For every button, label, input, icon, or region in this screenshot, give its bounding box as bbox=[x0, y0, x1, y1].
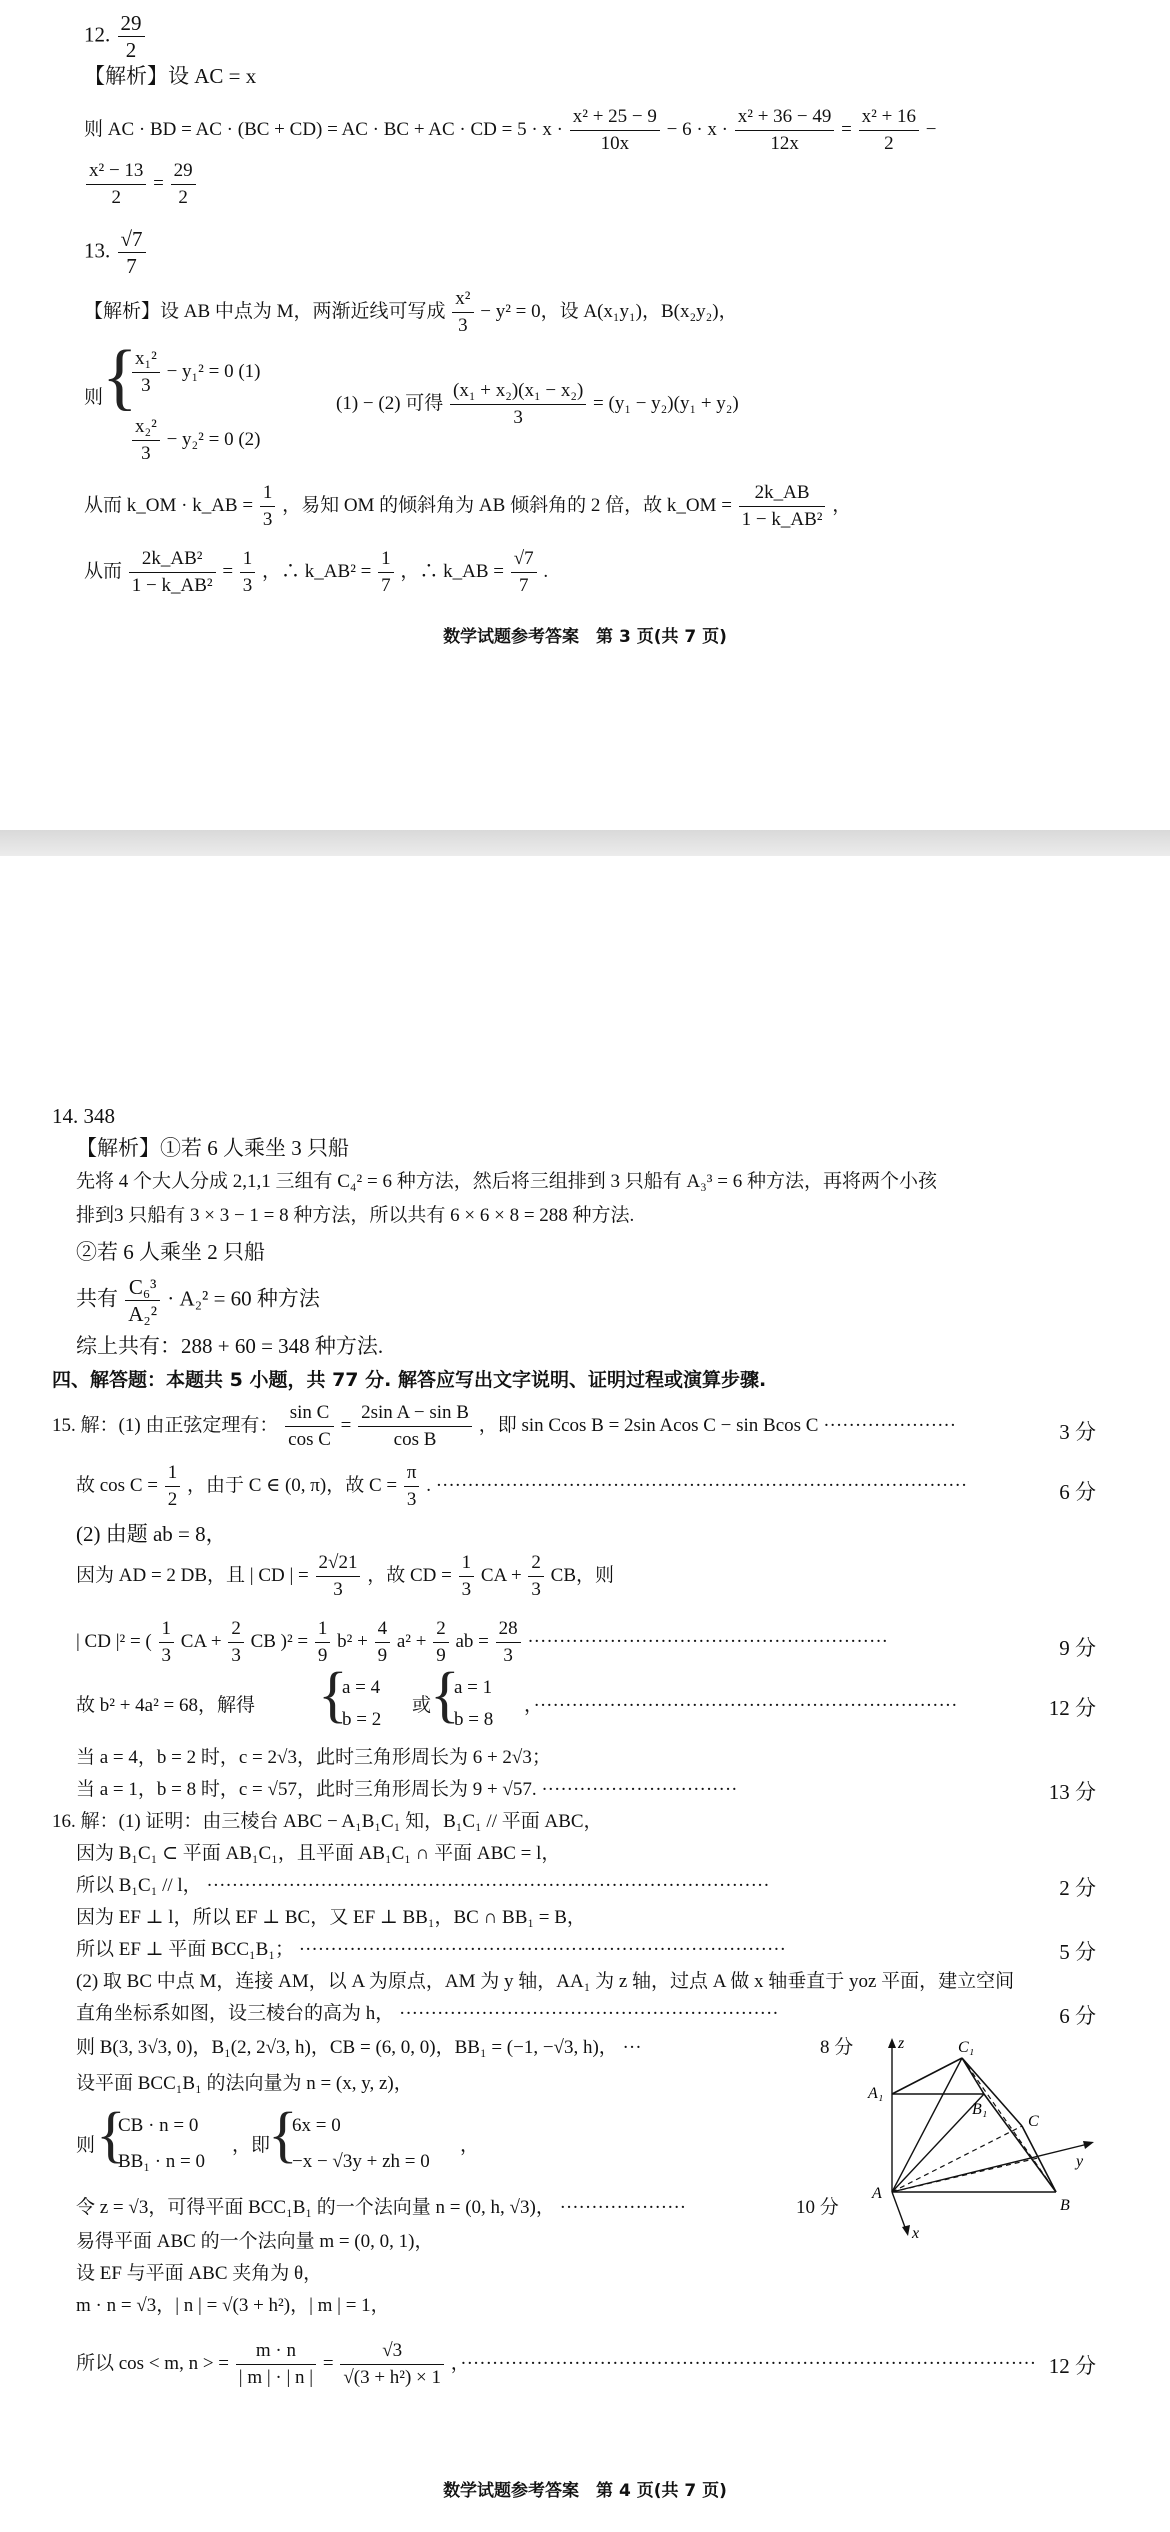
q16-comma: ， bbox=[460, 2135, 480, 2156]
q16-sys2: BB₁ · n = 0 bbox=[118, 2151, 206, 2172]
section-4-heading: 四、解答题：本题共 5 小题，共 77 分. 解答应写出文字说明、证明过程或演算步骤. bbox=[52, 1369, 767, 1391]
q15-or: 或 bbox=[412, 1695, 432, 1716]
q12-line2: $\frac{\text{x² − 13}}{2}$ = $\frac{29}{2}$ bbox=[84, 158, 198, 211]
q14-total: 共有 $\frac{\text{C₆³}}{\text{A₂²}}$ · A₂² = 60 种方法 bbox=[76, 1275, 320, 1326]
q14-line1: 先将 4 个大人分成 2,1,1 三组有 C₄² = 6 种方法，然后将三组排到 3 只船有 A₃³ = 6 种方法，再将两个小孩 bbox=[76, 1171, 937, 1192]
q16-line8: 则 B(3, 3√3, 0)，B₁(2, 2√3, h)，CB = (6, 0, 0)，BB₁ = (−1, −√3, h)， ··· bbox=[76, 2037, 642, 2058]
q15-cosC: 故 cos C = $\frac{1}{2}$ ，由于 C ∈ (0, π)，故 C = $\frac{\pi}{3}$ . ···················································································· bbox=[76, 1462, 968, 1510]
q14-line2: 排到3 只船有 3 × 3 − 1 = 8 种方法，所以共有 6 × 6 × 8 = 288 种方法. bbox=[76, 1205, 635, 1226]
edge-A1C1 bbox=[892, 2058, 962, 2094]
q16-sys3: 6x = 0 bbox=[292, 2115, 341, 2136]
page-4-footer: 数学试题参考答案 第 4 页(共 7 页) bbox=[443, 2481, 727, 2501]
q16-score-6: 12 分 bbox=[1048, 2354, 1096, 2378]
q15-solve-a: 故 b² + 4a² = 68，解得 bbox=[76, 1695, 256, 1716]
label-C: C bbox=[1028, 2113, 1039, 2130]
q15-score-5: 13 分 bbox=[1048, 1780, 1096, 1804]
q13-diff: (1) − (2) 可得 $\frac{\text{(x₁ + x₂)(x₁ − x₂)}}{3}$ = (y₁ − y₂)(y₁ + y₂) bbox=[336, 380, 739, 428]
q16-line6: (2) 取 BC 中点 M，连接 AM，以 A 为原点，AM 为 y 轴，AA₁ 为 z 轴，过点 A 做 x 轴垂直于 yoz 平面，建立空间 bbox=[76, 1971, 1015, 1992]
q16-line11: 令 z = √3，可得平面 BCC₁B₁ 的一个法向量 n = (0, h, √3)， ···················· bbox=[76, 2197, 687, 2218]
q16-brace-2: { bbox=[268, 2101, 298, 2169]
q16-score-4: 8 分 bbox=[820, 2037, 854, 2058]
page-3 bbox=[0, 0, 1170, 830]
q15-case-a: 当 a = 4，b = 2 时，c = 2√3，此时三角形周长为 6 + 2√3； bbox=[76, 1747, 551, 1768]
q16-ie: ，即 bbox=[232, 2135, 271, 2156]
q16-line5: 所以 EF ⊥ 平面 BCC₁B₁； ············································································· bbox=[76, 1939, 786, 1960]
q15-solve-dots: ，··································································· bbox=[524, 1695, 958, 1716]
q13-answer: 13. $\frac{√7}{7}$ bbox=[84, 226, 148, 279]
q16-score-2: 5 分 bbox=[1059, 1940, 1096, 1964]
page-separator bbox=[0, 830, 1170, 856]
q16-then: 则 bbox=[76, 2135, 96, 2156]
q16-line7: 直角坐标系如图，设三棱台的高为 h， ···························································· bbox=[76, 2003, 779, 2024]
q15-part1: 15. 解：(1) 由正弦定理有： $\frac{\text{sin C}}{\text{cos C}}$ = $\frac{\text{2sin A − sin B}}{\text{cos B}}$ ，即 sin Ccos B = 2sin Acos C − sin Bcos C ····················· bbox=[52, 1402, 957, 1450]
q12-line1: 则 AC · BD = AC · (BC + CD) = AC · BC + AC · CD = 5 · x · $\frac{\text{x² + 25 − 9}}{10x}$ − 6 · x · $\frac{\text{x² + 36 − 49}}{12x}$ = $\frac{\text{x² + 16}}{2}$ − bbox=[84, 106, 937, 154]
q16-sys4: −x − √3y + zh = 0 bbox=[292, 2151, 430, 2172]
q15-part2: (2) 由题 ab = 8， bbox=[76, 1522, 227, 1546]
q15-brace-1: { bbox=[318, 1661, 348, 1729]
q16-line2: 因为 B₁C₁ ⊂ 平面 AB₁C₁，且平面 AB₁C₁ ∩ 平面 ABC = l， bbox=[76, 1843, 561, 1864]
q14-answer: 14. 348 bbox=[52, 1104, 115, 1128]
edge-CC1 bbox=[962, 2058, 1022, 2126]
label-B: B bbox=[1060, 2197, 1070, 2214]
q13-analysis: 【解析】设 AB 中点为 M，两渐近线可写成 $\frac{\text{x²}}{3}$ − y² = 0，设 A(x₁y₁)，B(x₂y₂)， bbox=[84, 288, 738, 336]
x-axis bbox=[892, 2192, 906, 2230]
q16-score-3: 6 分 bbox=[1059, 2004, 1096, 2028]
q16-line15: 所以 cos < m, n > = $\frac{m \cdot n}{| m | \cdot | n |}$ = $\frac{√3}{\text{√(3 + h²) × 1}}$ ，··························································································· bbox=[76, 2340, 1037, 2388]
q12-analysis: 【解析】设 AC = x bbox=[84, 64, 257, 88]
q15-cd-vector: 因为 AD = 2 DB，且 | CD | = $\frac{2√21}{3}$ ，故 CD = $\frac{1}{3}$ CA + $\frac{2}{3}$ CB，则 bbox=[76, 1552, 615, 1600]
label-A1: A₁ bbox=[868, 2085, 884, 2102]
q15-sol1-a: a = 4 bbox=[342, 1677, 381, 1698]
page-4 bbox=[0, 856, 1170, 2532]
q13-then: 则 bbox=[84, 387, 104, 408]
label-A: A bbox=[872, 2185, 882, 2202]
q13-result: 从而 $\frac{\text{2k\_AB²}}{\text{1 − k\_AB²}}$ = $\frac{1}{3}$ ，∴ k_AB² = $\frac{1}{7}$ ，∴ k_AB = $\frac{√7}{7}$ . bbox=[84, 548, 549, 596]
y-axis-arrow bbox=[1083, 2141, 1094, 2149]
q15-sol1-b: b = 2 bbox=[342, 1709, 382, 1730]
q16-score-1: 2 分 bbox=[1059, 1876, 1096, 1900]
line-AB1 bbox=[892, 2094, 984, 2192]
q13-eq1: $\frac{\text{x₁²}}{3}$ − y₁² = 0 (1) bbox=[130, 346, 260, 399]
label-B1: B₁ bbox=[972, 2101, 988, 2118]
q15-score-3: 9 分 bbox=[1059, 1636, 1096, 1660]
q15-score-1: 3 分 bbox=[1059, 1420, 1096, 1444]
q15-brace-2: { bbox=[430, 1661, 460, 1729]
q15-score-2: 6 分 bbox=[1059, 1480, 1096, 1504]
z-axis-arrow bbox=[888, 2038, 896, 2048]
q16-line3: 所以 B₁C₁ // l， ························································································· bbox=[76, 1875, 770, 1896]
label-y: y bbox=[1076, 2153, 1084, 2170]
q13-system-brace: { bbox=[102, 336, 138, 418]
x-axis-arrow bbox=[902, 2225, 910, 2236]
line-AM bbox=[892, 2158, 1038, 2192]
label-C1: C₁ bbox=[958, 2039, 975, 2056]
q15-cd-squared: | CD |² = ( $\frac{1}{3}$ CA + $\frac{2}{3}$ CB )² = $\frac{1}{9}$ b² + $\frac{4}{9}$ a² + $\frac{2}{9}$ ab = $\frac{28}{3}$ ························································· bbox=[76, 1618, 888, 1666]
q16-line9: 设平面 BCC₁B₁ 的法向量为 n = (x, y, z)， bbox=[76, 2073, 413, 2094]
q12-answer bbox=[84, 10, 147, 63]
label-z: z bbox=[898, 2035, 905, 2052]
q13-eq2: $\frac{\text{x₂²}}{3}$ − y₂² = 0 (2) bbox=[130, 414, 260, 467]
q16-line12: 易得平面 ABC 的一个法向量 m = (0, 0, 1)， bbox=[76, 2231, 434, 2252]
q14-case2: ②若 6 人乘坐 2 只船 bbox=[76, 1240, 265, 1264]
q15-sol2-b: b = 8 bbox=[454, 1709, 494, 1730]
q16-score-5: 10 分 bbox=[796, 2197, 839, 2218]
q16-line13: 设 EF 与平面 ABC 夹角为 θ， bbox=[76, 2263, 323, 2284]
q16-line4: 因为 EF ⊥ l，所以 EF ⊥ BC，又 EF ⊥ BB₁，BC ∩ BB₁ = B， bbox=[76, 1907, 586, 1928]
edge-B1C1 bbox=[962, 2058, 984, 2094]
q14-sum: 综上共有：288 + 60 = 348 种方法. bbox=[76, 1334, 384, 1358]
q14-analysis: 【解析】①若 6 人乘坐 3 只船 bbox=[76, 1136, 349, 1160]
q16-sys1: CB · n = 0 bbox=[118, 2115, 199, 2136]
q15-case-b: 当 a = 1，b = 8 时，c = √57，此时三角形周长为 9 + √57. ······························· bbox=[76, 1779, 738, 1800]
edge-AC bbox=[892, 2126, 1022, 2192]
label-x: x bbox=[912, 2225, 920, 2242]
q16-brace-1: { bbox=[96, 2101, 126, 2169]
page-3-footer: 数学试题参考答案 第 3 页(共 7 页) bbox=[443, 627, 727, 647]
q13-slope: 从而 k_OM · k_AB = $\frac{1}{3}$ ，易知 OM 的倾斜角为 AB 倾斜角的 2 倍，故 k_OM = $\frac{2k\_AB}{\text{1 − k\_AB²}}$ ， bbox=[84, 482, 852, 530]
q12-answer-fraction: $\frac{29}{2}$ bbox=[118, 10, 145, 63]
q15-sol2-a: a = 1 bbox=[454, 1677, 493, 1698]
line-AC1 bbox=[892, 2058, 962, 2192]
frustum-diagram bbox=[862, 2034, 1102, 2244]
q15-score-4: 12 分 bbox=[1048, 1696, 1096, 1720]
q16-line1: 16. 解：(1) 证明：由三棱台 ABC − A₁B₁C₁ 知，B₁C₁ // 平面 ABC， bbox=[52, 1811, 603, 1832]
q12-number: 12. bbox=[84, 22, 111, 47]
q16-line14: m · n = √3，| n | = √(3 + h²)，| m | = 1， bbox=[76, 2295, 390, 2316]
